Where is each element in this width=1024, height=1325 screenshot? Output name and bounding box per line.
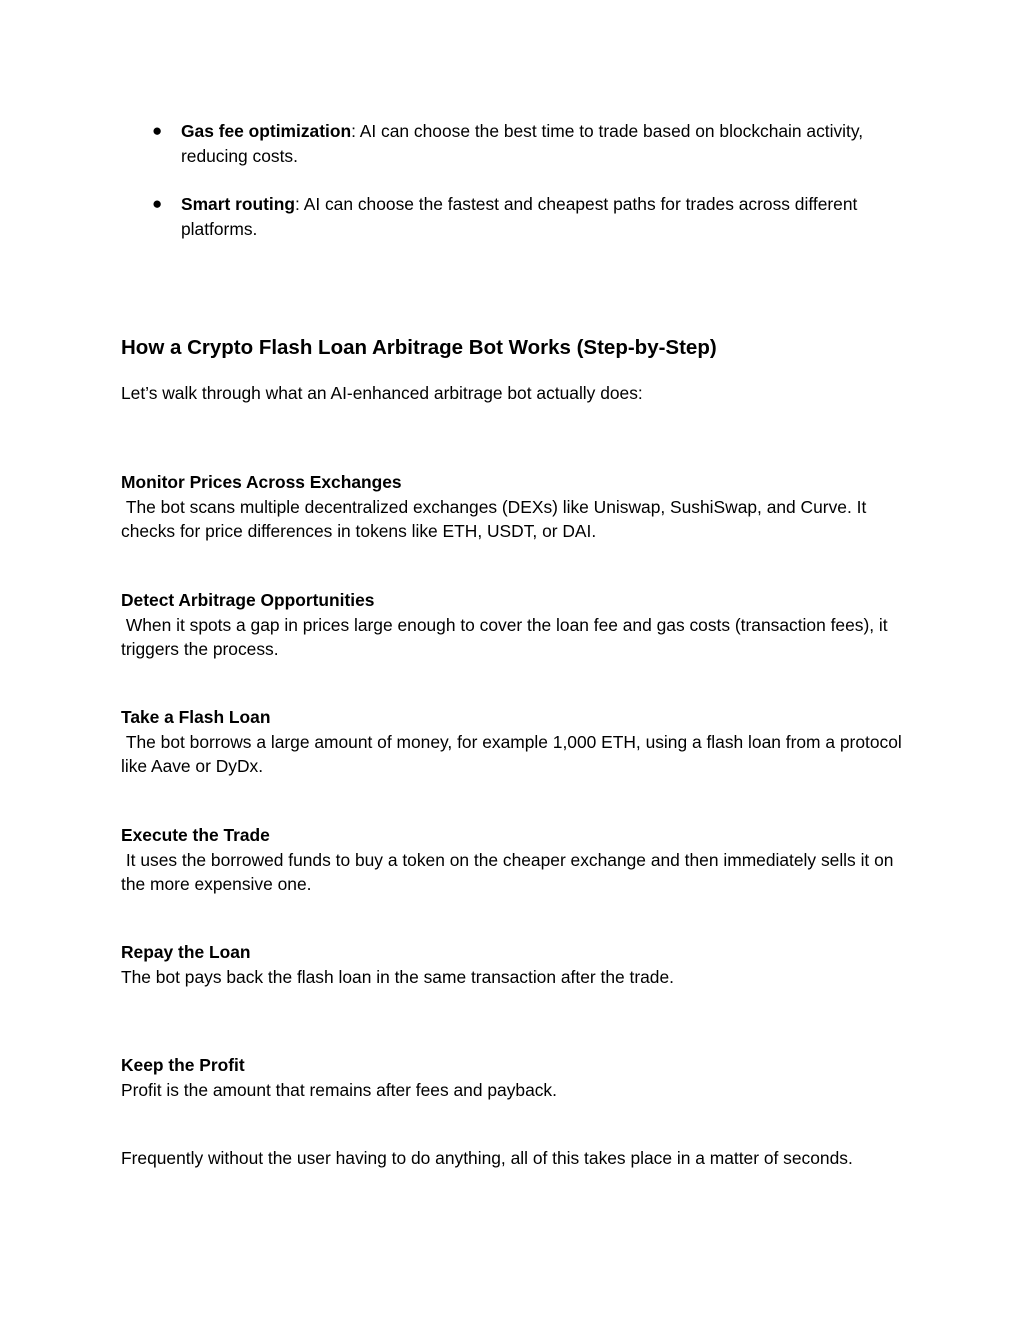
step-title: Keep the Profit [121, 1055, 245, 1075]
bullet-item-gas-fee [121, 119, 921, 168]
step-title: Repay the Loan [121, 942, 251, 962]
step-title: Execute the Trade [121, 825, 270, 845]
step-detect-opportunities [121, 588, 911, 662]
step-keep-profit [121, 1053, 911, 1102]
benefits-bullet-list [121, 119, 921, 265]
step-repay-loan [121, 940, 911, 989]
step-description: The bot scans multiple decentralized exchanges (DEXs) like Uniswap, SushiSwap, and Curve. It checks for price differences in tokens like ETH, USDT, or DAI. [121, 496, 872, 541]
step-description: It uses the borrowed funds to buy a token on the cheaper exchange and then immediately sells it on the more expensive one. [121, 849, 899, 894]
step-execute-trade [121, 823, 911, 897]
step-description: The bot pays back the flash loan in the same transaction after the trade. [121, 966, 674, 987]
bullet-item-smart-routing [121, 192, 921, 241]
bullet-term: Smart routing [181, 194, 296, 214]
bullet-term: Gas fee optimization [181, 121, 352, 141]
step-title: Monitor Prices Across Exchanges [121, 472, 402, 492]
step-title: Take a Flash Loan [121, 707, 271, 727]
section-heading: How a Crypto Flash Loan Arbitrage Bot Works (Step-by-Step) [121, 336, 717, 359]
closing-paragraph: Frequently without the user having to do anything, all of this takes place in a matter of seconds. [121, 1148, 853, 1168]
step-monitor-prices [121, 470, 911, 544]
intro-paragraph: Let’s walk through what an AI-enhanced arbitrage bot actually does: [121, 383, 643, 403]
step-description: Profit is the amount that remains after fees and payback. [121, 1079, 557, 1100]
bullet-dot-icon: ● [152, 194, 163, 213]
bullet-text: : AI can choose the fastest and cheapest paths for trades across different platforms. [181, 194, 858, 239]
step-title: Detect Arbitrage Opportunities [121, 590, 375, 610]
step-description: The bot borrows a large amount of money, for example 1,000 ETH, using a flash loan from a protocol like Aave or DyDx. [121, 731, 907, 776]
step-description: When it spots a gap in prices large enough to cover the loan fee and gas costs (transaction fees), it triggers the process. [121, 614, 893, 659]
bullet-dot-icon: ● [152, 121, 163, 140]
bullet-text: : AI can choose the best time to trade based on blockchain activity, reducing costs. [181, 121, 864, 166]
step-take-flash-loan [121, 705, 911, 779]
